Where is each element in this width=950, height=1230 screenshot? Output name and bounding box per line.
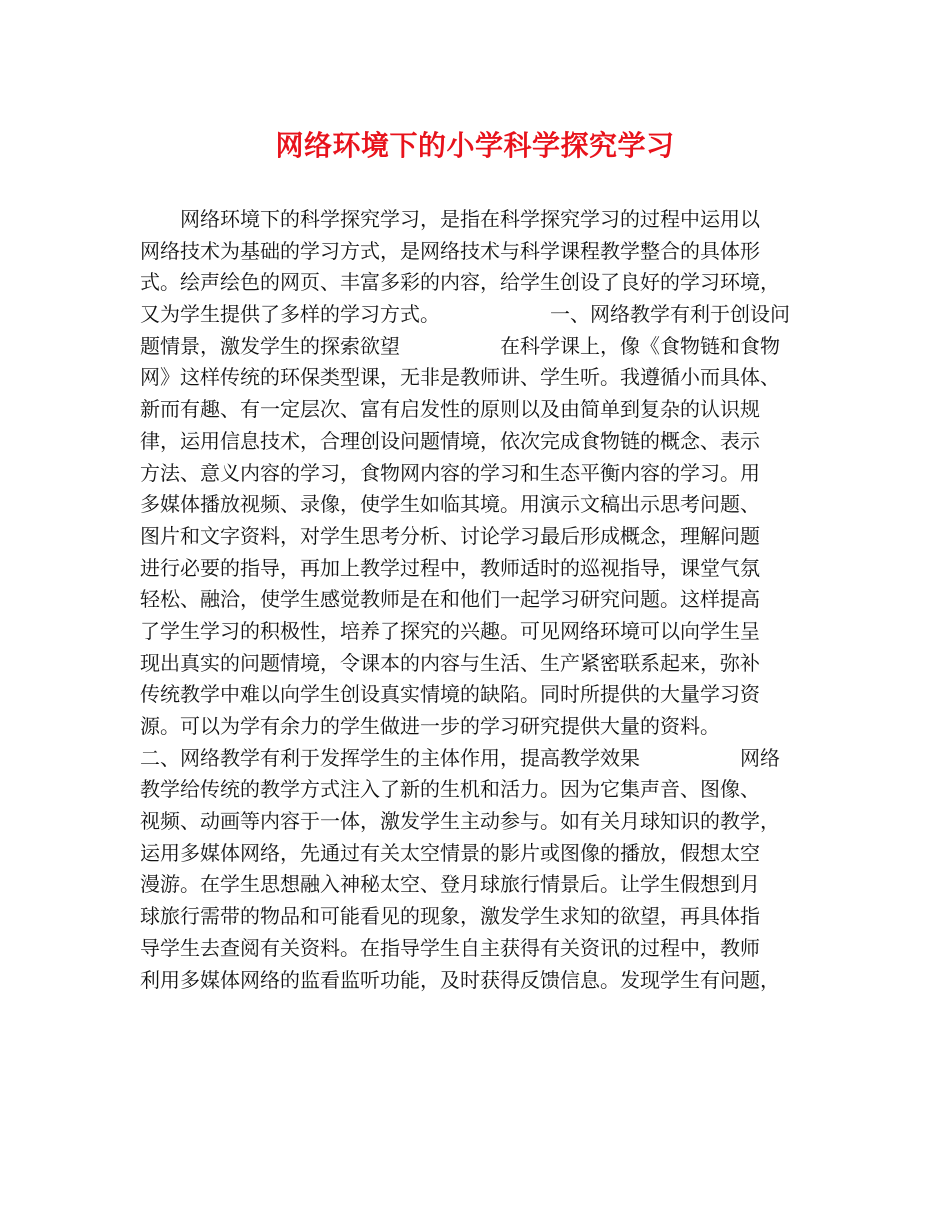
body-line: 网络环境下的科学探究学习，是指在科学探究学习的过程中运用以 bbox=[140, 207, 760, 231]
body-line: 网络技术为基础的学习方式，是网络技术与科学课程教学整合的具体形 bbox=[140, 238, 760, 263]
body-line: 视频、动画等内容于一体，激发学生主动参与。如有关月球知识的教学， bbox=[140, 809, 780, 834]
body-line: 球旅行需带的物品和可能看见的现象，激发学生求知的欲望，再具体指 bbox=[140, 904, 760, 929]
body-line: 多媒体播放视频、录像，使学生如临其境。用演示文稿出示思考问题、 bbox=[140, 492, 760, 517]
body-line: 二、网络教学有利于发挥学生的主体作用，提高教学效果 网络 bbox=[140, 745, 780, 770]
body-line: 运用多媒体网络，先通过有关太空情景的影片或图像的播放，假想太空 bbox=[140, 840, 760, 865]
body-line: 导学生去查阅有关资料。在指导学生自主获得有关资讯的过程中，教师 bbox=[140, 935, 760, 960]
body-line: 源。可以为学有余力的学生做进一步的学习研究提供大量的资料。 bbox=[140, 714, 720, 738]
body-line: 漫游。在学生思想融入神秘太空、登月球旅行情景后。让学生假想到月 bbox=[140, 872, 760, 897]
body-line: 进行必要的指导，再加上教学过程中，教师适时的巡视指导，课堂气氛 bbox=[140, 555, 760, 580]
body-line: 新而有趣、有一定层次、富有启发性的原则以及由简单到复杂的认识规 bbox=[140, 397, 760, 422]
body-line: 题情景，激发学生的探索欲望 在科学课上，像《食物链和食物 bbox=[140, 333, 780, 358]
document-body bbox=[140, 204, 830, 996]
body-line: 图片和文字资料，对学生思考分析、讨论学习最后形成概念，理解问题 bbox=[140, 523, 760, 548]
document-title: 网络环境下的小学科学探究学习 bbox=[275, 129, 675, 162]
body-line: 又为学生提供了多样的学习方式。 一、网络教学有利于创设问 bbox=[140, 302, 790, 327]
body-line: 轻松、融洽，使学生感觉教师是在和他们一起学习研究问题。这样提高 bbox=[140, 587, 760, 612]
body-line: 传统教学中难以向学生创设真实情境的缺陷。同时所提供的大量学习资 bbox=[140, 682, 760, 707]
body-line: 律，运用信息技术，合理创设问题情境，依次完成食物链的概念、表示 bbox=[140, 428, 760, 453]
body-line: 式。绘声绘色的网页、丰富多彩的内容，给学生创设了良好的学习环境， bbox=[140, 270, 780, 295]
body-line: 了学生学习的积极性，培养了探究的兴趣。可见网络环境可以向学生呈 bbox=[140, 618, 760, 643]
body-line: 教学给传统的教学方式注入了新的生机和活力。因为它集声音、图像、 bbox=[140, 777, 760, 802]
body-line: 现出真实的问题情境，令课本的内容与生活、生产紧密联系起来，弥补 bbox=[140, 650, 760, 675]
body-line: 网》这样传统的环保类型课，无非是教师讲、学生听。我遵循小而具体、 bbox=[140, 365, 780, 390]
body-line: 利用多媒体网络的监看监听功能，及时获得反馈信息。发现学生有问题， bbox=[140, 967, 780, 992]
body-line: 方法、意义内容的学习，食物网内容的学习和生态平衡内容的学习。用 bbox=[140, 460, 760, 485]
